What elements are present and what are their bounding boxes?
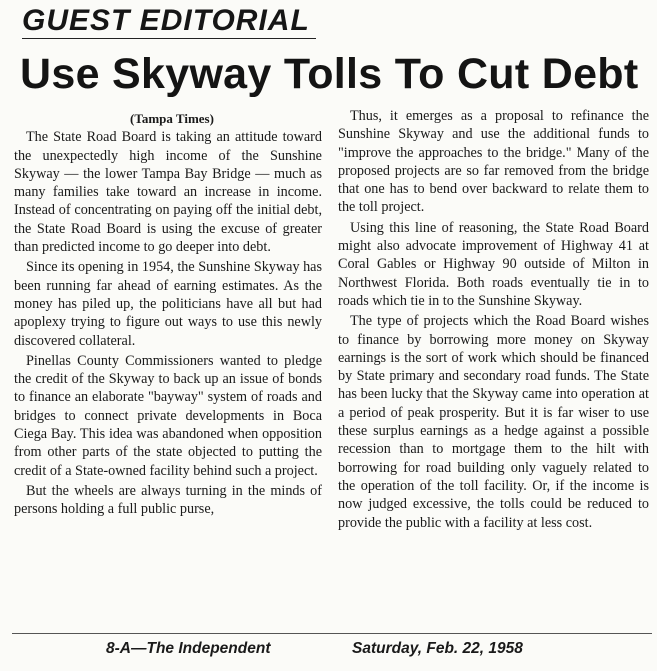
paragraph: Since its opening in 1954, the Sunshine Skyway has been running far ahead of earning estimates. As the money has piled up, the politicians have all but had apoplexy trying to figure out ways to use this newly discovered collateral. [14, 259, 322, 349]
left-column [14, 110, 322, 521]
page-footer [0, 637, 657, 665]
paragraph: Thus, it emerges as a proposal to refinance the Sunshine Skyway and use the additional funds to "improve the approaches to the bridge." Many of the proposed projects are so far removed from the bridge that one has to bend over backward to relate them to the toll project. [338, 108, 649, 216]
right-column [338, 107, 649, 534]
headline: Use Skyway Tolls To Cut Debt [20, 50, 639, 98]
paragraph: Pinellas County Commissioners wanted to pledge the credit of the Skyway to back up an issue of bonds to finance an elaborate "bayway" system of roads and bridges to connect private developments in Boca Ciega Bay. This idea was abandoned when opposition from other parts of the state objected to putting the credit of a State-owned facility behind such a project. [14, 352, 322, 479]
page-folio: 8-A—The Independent [106, 640, 271, 657]
paragraph: Using this line of reasoning, the State Road Board might also advocate improvement of Highway 41 at Coral Gables or Highway 90 outside of Milton in Northwest Florida. Both roads eventually tie in to roads which tie in to the Sunshine Skyway. [338, 219, 649, 309]
issue-date: Saturday, Feb. 22, 1958 [352, 640, 523, 657]
paragraph: The State Road Board is taking an attitude toward the unexpectedly high income of the Sunshine Skyway — the lower Tampa Bay Bridge — much as many families take toward an increase in income. Instead of concentrating on paying off the initial debt, the State Road Board is using the excuse of greater than predicted income to go deeper into debt. [14, 129, 322, 256]
paragraph: The type of projects which the Road Board wishes to finance by borrowing more money on Skyway earnings is the sort of work which should be financed by State primary and secondary road funds. The State has been lucky that the Skyway came into operation at a period of peak prosperity. But it is far wiser to use these surplus earnings as a hedge against a possible recession than to mortgage them to the hilt with borrowing for road building only vaguely related to the operation of the toll facility. Or, if the income is now judged excessive, the tolls could be reduced to provide the public with a facility at less cost. [338, 313, 649, 531]
source-credit: (Tampa Times) [130, 111, 214, 126]
footer-divider [12, 633, 652, 634]
kicker-label: GUEST EDITORIAL [22, 4, 316, 39]
paragraph: But the wheels are always turning in the minds of persons holding a full public purse, [14, 482, 322, 518]
